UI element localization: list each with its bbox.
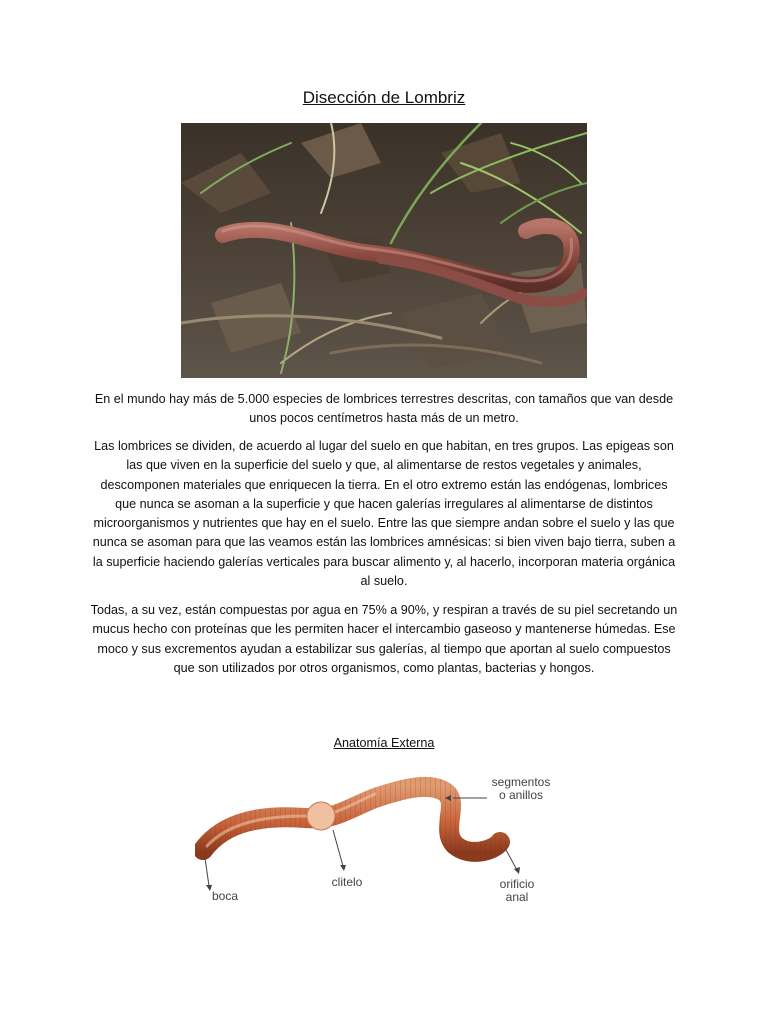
- label-segmentos-line1: segmentos: [491, 775, 551, 789]
- document-title: Disección de Lombriz: [302, 88, 466, 107]
- paragraph-groups: Las lombrices se dividen, de acuerdo al lugar del suelo en que habitan, en tres grupos. Las epigeas son las que viven en la superficie del suelo y que, al alimentarse de restos vegetales y animales, descomponen materiales que enriquecen la tierra. En el otro extremo están las endógenas, lombrices que nunca se asoman a la superficie y que hacen galerías irregulares al alimentarse de distintos microorganismos y nutrientes que hay en el suelo. Entre las que siempre andan sobre el suelo y las que nunca se asoman para que las veamos están las lombrices amnésicas: si bien viven bajo tierra, suben a la superficie haciendo galerías verticales para buscar alimento y, al hacerlo, incorporan materia orgánica al suelo.: [92, 439, 676, 589]
- paragraph-composition: Todas, a su vez, están compuestas por agua en 75% a 90%, y respiran a través de su piel secretando un mucus hecho con proteínas que les permiten hacer el intercambio gaseoso y mantenerse húmedas. Ese moco y sus excrementos ayudan a estabilizar sus galerías, al tiempo que aportan al suelo compuestos que son utilizados por otros organismos, como plantas, bacterias y hongos.: [90, 603, 678, 675]
- paragraph-intro: En el mundo hay más de 5.000 especies de lombrices terrestres descritas, con tamaños que van desde unos pocos centímetros hasta más de un metro.: [94, 392, 674, 426]
- label-orificio-anal: [487, 878, 547, 904]
- section-title-anatomy: Anatomía Externa: [333, 736, 435, 750]
- label-segmentos-line2: o anillos: [498, 788, 544, 802]
- external-anatomy-diagram: [195, 770, 575, 910]
- earthworm-photo-image: [181, 123, 587, 378]
- label-boca: boca: [211, 889, 239, 903]
- label-orificio-line1: orificio: [499, 877, 535, 891]
- label-segmentos: [483, 776, 559, 802]
- earthworm-photo: [181, 123, 587, 378]
- label-clitelo: clitelo: [331, 875, 363, 889]
- label-orificio-line2: anal: [505, 890, 529, 904]
